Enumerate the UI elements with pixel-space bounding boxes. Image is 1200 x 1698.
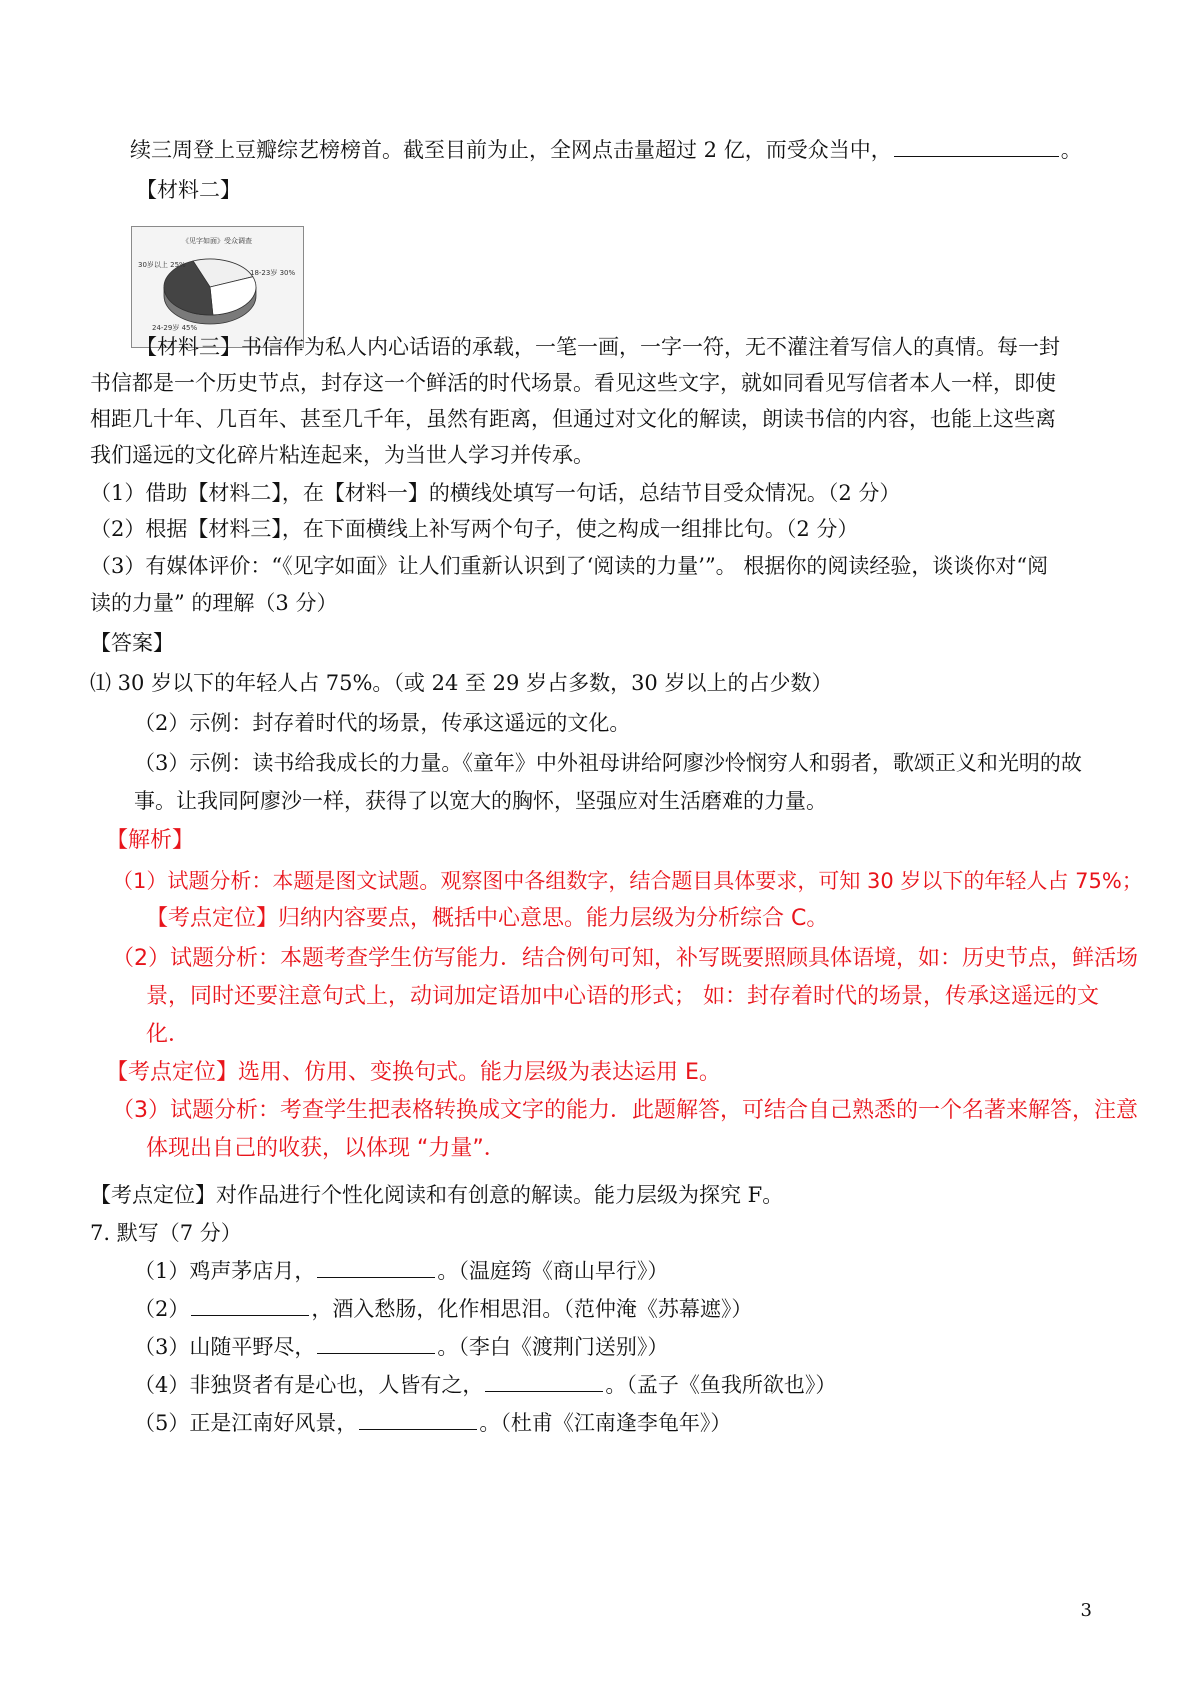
answer-3-line-1: （3）示例：读书给我成长的力量。《童年》中外祖母讲给阿廖沙怜悯穷人和弱者，歌颂正义和光明的故 — [134, 751, 1082, 775]
analysis-1-line-2: 【考点定位】归纳内容要点，概括中心意思。能力层级为分析综合 C。 — [146, 906, 829, 931]
answer-3-line-2: 事。让我同阿廖沙一样，获得了以宽大的胸怀，坚强应对生活磨难的力量。 — [134, 789, 827, 813]
pie-chart-svg — [132, 227, 303, 347]
analysis-3-key-point: 【考点定位】对作品进行个性化阅读和有创意的解读。能力层级为探究 F。 — [90, 1183, 784, 1207]
answer-blank[interactable] — [191, 1295, 309, 1316]
answer-blank[interactable] — [359, 1409, 477, 1430]
material-one-tail: 续三周登上豆瓣综艺榜榜首。截至目前为止，全网点击量超过 2 亿，而受众当中， 。 — [130, 138, 1082, 162]
material-two-heading: 【材料二】 — [136, 178, 241, 202]
answer-blank[interactable] — [317, 1257, 435, 1278]
analysis-2-line-1: （2）试题分析：本题考查学生仿写能力．结合例句可知，补写既要照顾具体语境，如：历史节点，鲜活场 — [112, 946, 1139, 971]
poem-item-1: （1）鸡声茅店月， 。（温庭筠《商山早行》） — [134, 1259, 669, 1283]
answer-2: （2）示例：封存着时代的场景，传承这遥远的文化。 — [134, 711, 631, 735]
answer-blank[interactable] — [485, 1371, 603, 1392]
analysis-heading: 【解析】 — [106, 828, 195, 853]
chart-title: 《见字如面》受众调查 — [182, 237, 252, 245]
question-1: （1）借助【材料二】，在【材料一】的横线处填写一句话，总结节目受众情况。（2 分） — [90, 481, 901, 505]
answer-heading: 【答案】 — [90, 631, 174, 655]
page-number: 3 — [1080, 1600, 1092, 1621]
poem-item-3: （3）山随平野尽， 。（李白《渡荆门送别》） — [134, 1335, 669, 1359]
label-18-23: 18-23岁 30% — [250, 269, 296, 277]
question-7-heading: 7. 默写（7 分） — [90, 1221, 242, 1245]
question-3-line-2: 读的力量” 的理解（3 分） — [90, 591, 338, 615]
answer-blank[interactable] — [317, 1333, 435, 1354]
survey-pie-chart — [131, 226, 304, 348]
analysis-1-line-1: （1）试题分析：本题是图文试题。观察图中各组数字，结合题目具体要求，可知 30 岁以下的年轻人占 75%； — [112, 869, 1143, 893]
material-three-line-1: 【材料三】书信作为私人内心话语的承载，一笔一画，一字一符，无不灌注着写信人的真情。每一封 — [136, 335, 1060, 359]
analysis-2-line-2: 景，同时还要注意句式上，动词加定语加中心语的形式； 如：封存着时代的场景，传承这遥远的文 — [146, 984, 1099, 1009]
poem-item-2: （2） ，酒入愁肠，化作相思泪。（范仲淹《苏幕遮》） — [134, 1297, 753, 1321]
question-2: （2）根据【材料三】，在下面横线上补写两个句子，使之构成一组排比句。（2 分） — [90, 517, 859, 541]
answer-1: ⑴ 30 岁以下的年轻人占 75%。（或 24 至 29 岁占多数，30 岁以上的占少数） — [90, 671, 833, 695]
answer-blank[interactable] — [894, 136, 1059, 157]
label-24-29: 24-29岁 45% — [152, 324, 198, 332]
label-30-plus: 30岁以上 25% — [138, 261, 186, 269]
analysis-2-line-3: 化． — [146, 1022, 191, 1047]
analysis-3-line-1: （3）试题分析：考查学生把表格转换成文字的能力．此题解答，可结合自己熟悉的一个名著来解答，注意 — [112, 1098, 1139, 1123]
question-3-line-1: （3）有媒体评价：“《见字如面》让人们重新认识到了‘阅读的力量’”。 根据你的阅读经验，谈谈你对“阅 — [90, 554, 1049, 578]
analysis-2-key-point: 【考点定位】选用、仿用、变换句式。能力层级为表达运用 E。 — [106, 1060, 721, 1085]
poem-item-5: （5）正是江南好风景， 。（杜甫《江南逢李龟年》） — [134, 1411, 732, 1435]
material-three-line-2: 书信都是一个历史节点，封存这一个鲜活的时代场景。看见这些文字，就如同看见写信者本人一样，即使 — [90, 371, 1056, 395]
poem-item-4: （4）非独贤者有是心也，人皆有之， 。（孟子《鱼我所欲也》） — [134, 1373, 837, 1397]
material-three-line-4: 我们遥远的文化碎片粘连起来，为当世人学习并传承。 — [90, 443, 594, 467]
material-three-line-3: 相距几十年、几百年、甚至几千年，虽然有距离，但通过对文化的解读，朗读书信的内容，也能上这些离 — [90, 407, 1056, 431]
analysis-3-line-2: 体现出自己的收获，以体现 “力量”． — [146, 1136, 506, 1161]
